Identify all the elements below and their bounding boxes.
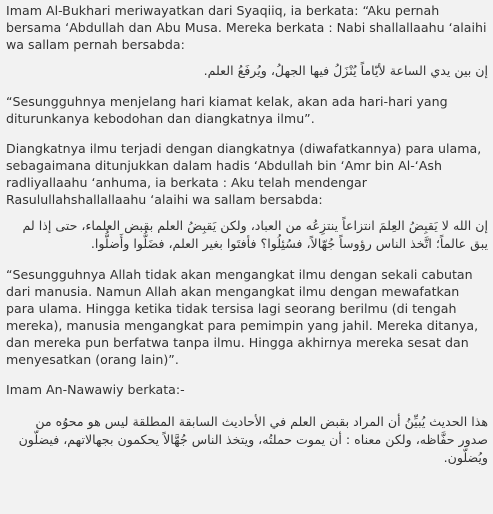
arabic-nawawiy-quote: هذا الحديث يُبيِّنُ أن المراد بقبض العلم في الأحاديث السابقة المطلقة ليس هو محوُه من صدور حفَّاظه، ولكن معناه : أن يموت حملتُه، ويتخذ الناس جُهَّالاً يحكمون بجهالاتهم، فيضلّون ويُضلّون.	[18, 414, 488, 465]
translation-2: “Sesungguhnya Allah tidak akan mengangkat ilmu dengan sekali cabutan dari manusia. Namun Allah akan mengangkat ilmu dengan mewafatkan para ulama. Hingga ketika tidak tersisa lagi seorang berilmu (di tengah mereka), manusia mengangkat para pemimpin yang jahil. Mereka ditanya, dan mereka pun berfatwa tanpa ilmu. Hingga akhirnya mereka sesat dan menyesatkan (orang lain)”.	[6, 267, 479, 367]
translation-1: “Sesungguhnya menjelang hari kiamat kelak, akan ada hari-hari yang diturunkanya kebodohan dan diangkatnya ilmu”.	[6, 94, 448, 126]
arabic-hadith-2: إن الله لا يَقبِضُ العِلمَ انتزاعاً ينتزِعُه من العباد، ولكن يَقبِضُ العلم بقبض العلماء، حتى إذا لم يبق عالماً؛ اتَّخذ الناس رؤوساً جُهّالاً، فسُئِلُوا؟ فأفتَوا بغير العلم، فضَلُّوا وأَضلُّوا.	[22, 218, 488, 251]
explanation-paragraph: Diangkatnya ilmu terjadi dengan diangkatnya (diwafatkannya) para ulama, sebagaimana ditunjukkan dalam hadis ‘Abdullah bin ‘Amr bin Al-‘Ash radliyallaahu ‘anhuma, ia berkata : Aku telah mendengar Rasulullahshallallaahu ‘alaihi wa sallam bersabda:	[6, 141, 482, 207]
intro-paragraph: Imam Al-Bukhari meriwayatkan dari Syaqiiq, ia berkata: “Aku pernah bersama ‘Abdullah dan Abu Musa. Mereka berkata : Nabi shallallaahu ‘alaihi wa sallam pernah bersabda:	[6, 3, 487, 52]
nawawiy-intro: Imam An-Nawawiy berkata:-	[6, 382, 185, 397]
arabic-hadith-1: إن بين يدي الساعة لأيّاماً يُنْزَلُ فيها الجهلُ، ويُرفَعُ العلم.	[203, 63, 488, 78]
